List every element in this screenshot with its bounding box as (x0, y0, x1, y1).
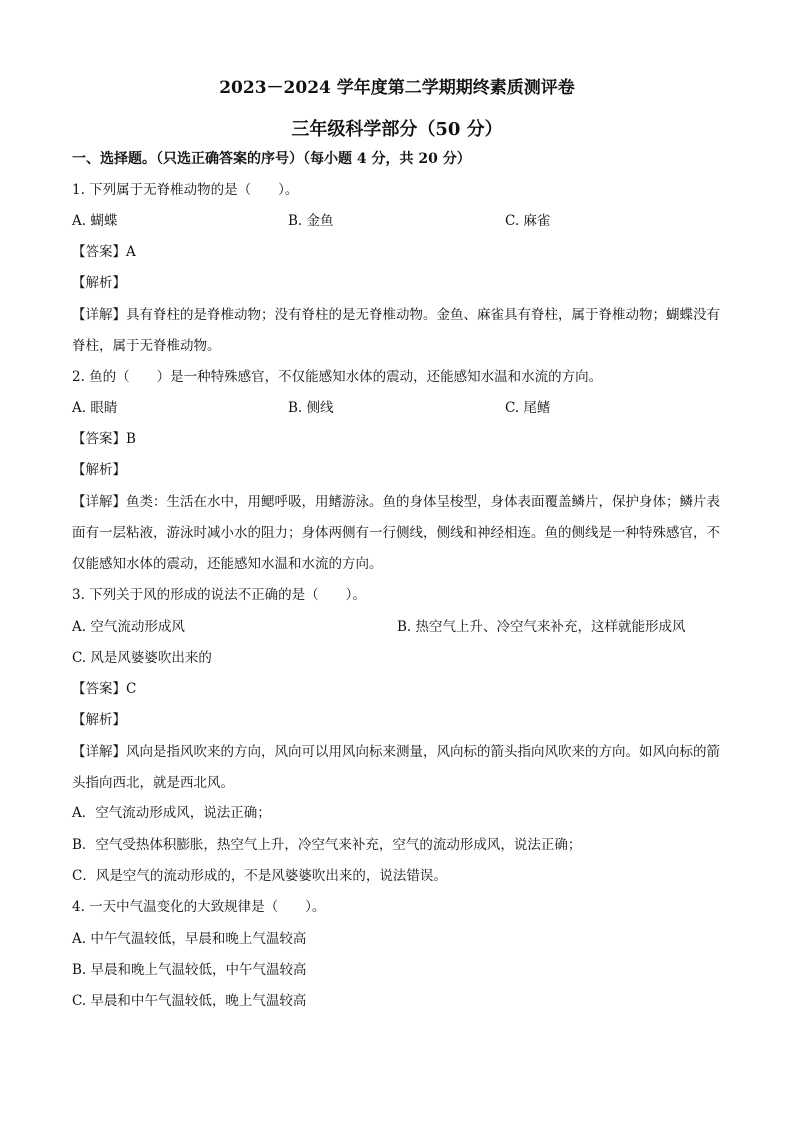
question-1-answer: 【答案】A (72, 244, 136, 260)
question-1-detail: 【详解】具有脊柱的是脊椎动物；没有脊柱的是无脊椎动物。金鱼、麻雀具有脊柱，属于脊椎动物；蝴蝶没有脊柱，属于无脊椎动物。 (72, 307, 720, 354)
question-1-analysis-label: 【解析】 (72, 275, 126, 291)
question-2-stem: 2. 鱼的（ ）是一种特殊感官，不仅能感知水体的震动，还能感知水温和水流的方向。 (72, 369, 603, 385)
question-1-option-b: B. 金鱼 (288, 213, 334, 229)
question-3-stem: 3. 下列关于风的形成的说法不正确的是（ ）。 (72, 587, 366, 603)
question-1-option-c: C. 麻雀 (505, 213, 551, 229)
question-3-option-b: B. 热空气上升、冷空气来补充，这样就能形成风 (397, 619, 686, 635)
question-2-option-b: B. 侧线 (288, 400, 334, 416)
question-3-option-a: A. 空气流动形成风 (72, 619, 185, 635)
question-4-option-c: C. 早晨和中午气温较低，晚上气温较高 (72, 993, 307, 1009)
question-2-analysis-label: 【解析】 (72, 462, 126, 478)
page-title: 2023－2024 学年度第二学期期终素质测评卷 (219, 78, 575, 98)
question-3-point-b: B．空气受热体积膨胀，热空气上升，冷空气来补充，空气的流动形成风，说法正确； (72, 837, 582, 853)
question-1-option-a: A. 蝴蝶 (72, 213, 118, 229)
question-3-point-a: A．空气流动形成风，说法正确； (72, 805, 271, 821)
question-2-option-c: C. 尾鳍 (505, 400, 551, 416)
question-3-detail: 【详解】风向是指风吹来的方向，风向可以用风向标来测量，风向标的箭头指向风吹来的方向。如风向标的箭头指向西北，就是西北风。 (72, 744, 720, 791)
question-4-option-b: B. 早晨和晚上气温较低，中午气温较高 (72, 962, 307, 978)
question-2-option-a: A. 眼睛 (72, 400, 118, 416)
question-1-stem: 1. 下列属于无脊椎动物的是（ ）。 (72, 182, 299, 198)
question-3-point-c: C．风是空气的流动形成的，不是风婆婆吹出来的，说法错误。 (72, 868, 447, 884)
question-3-option-c: C. 风是风婆婆吹出来的 (72, 650, 212, 666)
question-3-analysis-label: 【解析】 (72, 712, 126, 728)
page-subtitle: 三年级科学部分（50 分） (291, 119, 503, 140)
question-4-option-a: A. 中午气温较低，早晨和晚上气温较高 (72, 931, 307, 947)
question-3-answer: 【答案】C (72, 681, 137, 697)
question-4-stem: 4. 一天中气温变化的大致规律是（ ）。 (72, 899, 326, 915)
section-heading: 一、选择题。（只选正确答案的序号）（每小题 4 分，共 20 分） (72, 151, 471, 167)
question-2-answer: 【答案】B (72, 431, 136, 447)
question-2-detail: 【详解】鱼类：生活在水中，用鳃呼吸，用鳍游泳。鱼的身体呈梭型，身体表面覆盖鳞片，保护身体；鳞片表面有一层粘液，游泳时减小水的阻力；身体两侧有一行侧线，侧线和神经相连。鱼的侧线是一种特殊感官，不仅能感知水体的震动，还能感知水温和水流的方向。 (72, 494, 720, 572)
